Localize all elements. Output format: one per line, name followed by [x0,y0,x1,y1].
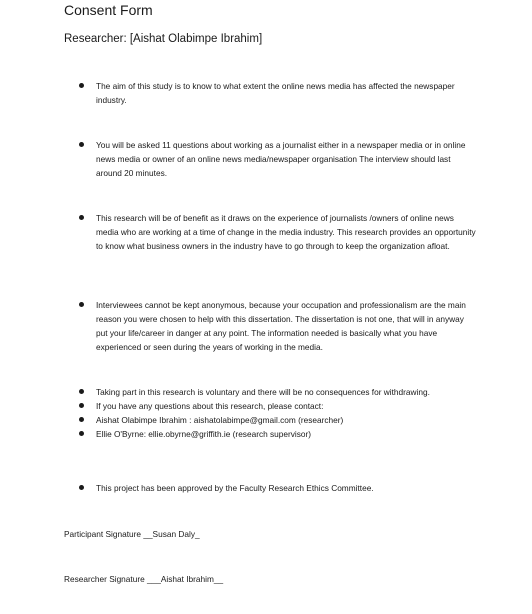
bullet-text: Ellie O'Byrne: ellie.obyrne@griffith.ie (research supervisor) [96,429,312,439]
bullet-icon [79,215,84,220]
bullet-icon [79,142,84,147]
bullet-text: The aim of this study is to know to what extent the online news media has affected the newspaper industry. [96,81,455,105]
bullet-item [0,481,532,495]
bullet-icon [79,485,84,490]
bullet-icon [79,403,84,408]
bullet-item [0,211,532,253]
bullet-icon [79,389,84,394]
bullet-text: Interviewees cannot be kept anonymous, because your occupation and professionalism are the main reason you were chosen to help with this dissertation. The dissertation is not one, that will in anyway put your life/career in danger at any point. The information needed is basically what you have experienced or seen during the years of working in the media. [96,300,466,352]
bullet-icon [79,417,84,422]
bullet-list-aim [0,79,532,107]
bullet-text: Aishat Olabimpe Ibrahim : aishatolabimpe@gmail.com (researcher) [96,415,344,425]
bullet-item [0,413,532,427]
bullet-item [0,385,532,399]
bullet-text: You will be asked 11 questions about working as a journalist either in a newspaper media or in online news media or owner of an online news media/newspaper organisation The interview should last around 20 minutes. [96,140,466,178]
bullet-item [0,427,532,441]
bullet-icon [79,83,84,88]
bullet-icon [79,431,84,436]
bullet-list-anonymity [0,298,532,354]
bullet-text: If you have any questions about this research, please contact: [96,401,324,411]
document-title: Consent Form [64,2,153,18]
bullet-item [0,399,532,413]
bullet-item [0,138,532,180]
bullet-item [0,79,532,107]
bullet-text: This project has been approved by the Faculty Research Ethics Committee. [96,483,374,493]
bullet-item [0,298,532,354]
bullet-list-approval [0,481,532,495]
researcher-signature: Researcher Signature ___Aishat Ibrahim__ [64,574,224,584]
bullet-text: This research will be of benefit as it draws on the experience of journalists /owners of online news media who are working at a time of change in the media industry. This research provides an opportunity to know what business owners in the industry have to go through to keep the organization afloat. [96,213,476,251]
bullet-list-contacts [0,385,532,441]
bullet-list-benefit [0,211,532,253]
bullet-icon [79,302,84,307]
bullet-list-questions [0,138,532,180]
bullet-text: Taking part in this research is voluntary and there will be no consequences for withdrawing. [96,387,430,397]
researcher-line: Researcher: [Aishat Olabimpe Ibrahim] [64,33,263,45]
participant-signature: Participant Signature __Susan Daly_ [64,529,200,539]
